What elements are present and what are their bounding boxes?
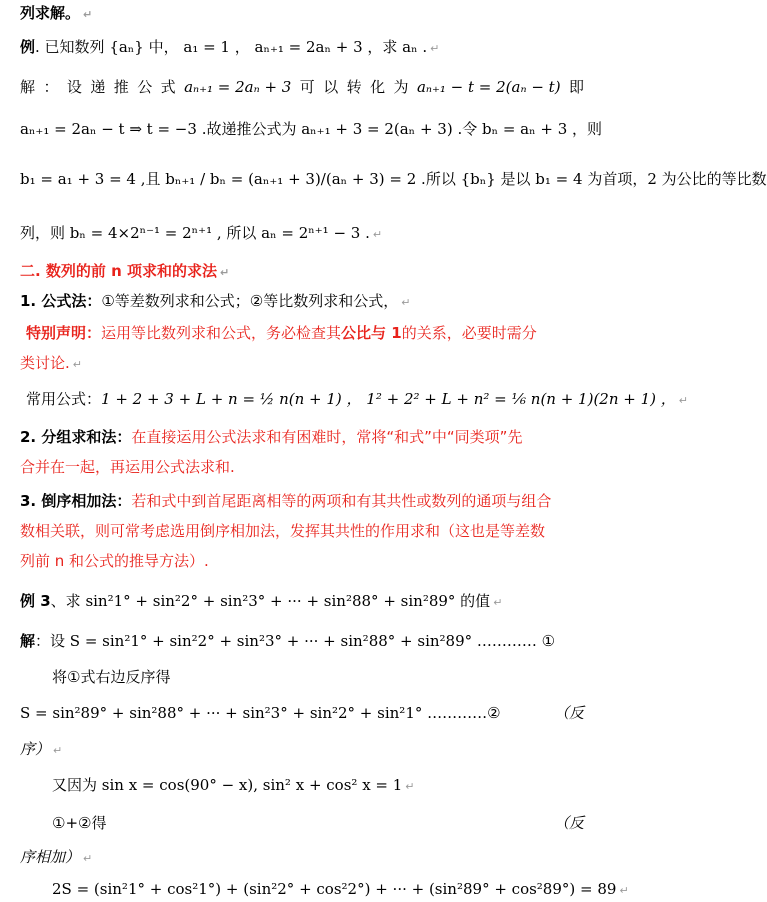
method-1: [20, 290, 584, 314]
solution-line-1: [20, 76, 584, 98]
solution-3-note: （反: [553, 704, 584, 722]
solution-3-text-5: 又因为 sin x = cos(90° − x), sin² x + cos² x = 1: [52, 776, 403, 794]
line-continuation: [20, 2, 584, 26]
special-note-emphasis: 公比与 1: [341, 324, 402, 342]
sol-token: 公: [137, 78, 153, 96]
method-1-text: ①等差数列求和公式；②等比数列求和公式，: [101, 292, 399, 310]
sol-text: 列，则 bₙ = 4×2ⁿ⁻¹ = 2ⁿ⁺¹ , 所以 aₙ = 2ⁿ⁺¹ − 3 .: [20, 224, 370, 242]
solution-3-line-3: [20, 702, 584, 724]
solution-3-line-2: [52, 666, 584, 688]
sol-token: 即: [568, 78, 584, 96]
method-3-label: 3. 倒序相加法：: [20, 492, 132, 510]
special-note: [26, 322, 584, 344]
solution-3-note-2-cont: 序相加）: [20, 848, 81, 866]
solution-3-note-cont: 序）: [20, 740, 51, 758]
sol-formula: aₙ₊₁ − t = 2(aₙ − t): [416, 78, 561, 96]
paragraph-mark-icon: ↵: [619, 884, 629, 897]
section-heading: [20, 260, 584, 284]
solution-3-text-6: ①+②得: [52, 814, 107, 832]
method-2: [20, 426, 584, 448]
sol-formula: aₙ₊₁ = 2aₙ + 3: [184, 78, 292, 96]
sol-token: 化: [370, 78, 386, 96]
special-note-text: 运用等比数列求和公式，务必检查其: [101, 324, 342, 342]
paragraph-mark-icon: ↵: [220, 266, 230, 279]
paragraph-mark-icon: ↵: [372, 228, 383, 241]
sol-token: 可: [299, 78, 315, 96]
special-note-text-2: 的关系，必要时需分: [401, 324, 537, 342]
example-text: . 已知数列 {aₙ} 中， a₁ = 1 ， aₙ₊₁ = 2aₙ + 3 ，求 aₙ .: [35, 38, 428, 56]
sol-token: 推: [113, 78, 129, 96]
example-1-statement: [20, 36, 584, 60]
paragraph-mark-icon: ↵: [678, 394, 688, 407]
sol-token: 则: [587, 120, 603, 138]
solution-3-line-5: [52, 774, 584, 798]
method-2-label: 2. 分组求和法：: [20, 428, 132, 446]
common-formulas: [26, 388, 688, 412]
paragraph-mark-icon: ↵: [83, 852, 93, 865]
common-formulas-math: 1 + 2 + 3 + L + n = ½ n(n + 1) ， 1² + 2² + L + n² = ⅙ n(n + 1)(2n + 1) ，: [101, 390, 676, 408]
solution-3-text-3: S = sin²89° + sin²88° + ··· + sin²3° + sin²2° + sin²1° …………②: [20, 704, 501, 722]
method-3: [20, 490, 584, 512]
solution-3-text: ：设 S = sin²1° + sin²2° + sin²3° + ··· + sin²88° + sin²89° ………… ①: [35, 632, 556, 650]
method-2-cont: [20, 456, 584, 478]
solution-line-2: [20, 118, 603, 140]
method-3-cont-text: 数相关联，则可常考虑选用倒序相加法，发挥其共性的作用求和（这也是等差数: [20, 522, 546, 540]
paragraph-mark-icon: ↵: [83, 8, 93, 21]
section-heading-text: 二. 数列的前 n 项求和的求法: [20, 262, 218, 280]
sol-token: 解: [20, 78, 36, 96]
example-3-statement: [20, 590, 584, 614]
method-3-text: 若和式中到首尾距离相等的两项和有其共性或数列的通项与组合: [131, 492, 552, 510]
solution-3-line-4: [20, 738, 584, 762]
solution-3-note-2: （反: [553, 814, 584, 832]
paragraph-mark-icon: ↵: [493, 596, 503, 609]
example-3-text: 、求 sin²1° + sin²2° + sin²3° + ··· + sin²88° + sin²89° 的值: [50, 592, 491, 610]
method-3-cont: [20, 520, 584, 542]
solution-line-3: [20, 168, 767, 190]
solution-3-text-2: 将①式右边反序得: [52, 668, 171, 686]
solution-line-4: [20, 222, 584, 246]
sol-token: 转: [346, 78, 362, 96]
sol-token: 以: [323, 78, 339, 96]
sol-text: aₙ₊₁ = 2aₙ − t ⇒ t = −3 .故递推公式为 aₙ₊₁ + 3 = 2(aₙ + 3) .令 bₙ = aₙ + 3 ，: [20, 120, 588, 138]
method-3-cont-2: [20, 550, 584, 572]
solution-3-line-7: [20, 846, 584, 870]
method-1-label: 1. 公式法：: [20, 292, 102, 310]
method-2-cont-text: 合并在一起，再运用公式法求和.: [20, 458, 235, 476]
special-note-cont: [20, 352, 584, 376]
method-3-cont-2-text: 列前 n 和公式的推导方法）.: [20, 552, 209, 570]
paragraph-mark-icon: ↵: [72, 358, 82, 371]
solution-3-line-8: [52, 878, 629, 902]
solution-3-line-6: [52, 812, 584, 834]
sol-token: 设: [66, 78, 82, 96]
method-2-text: 在直接运用公式法求和有困难时，常将“和式”中“同类项”先: [131, 428, 523, 446]
paragraph-mark-icon: ↵: [53, 744, 63, 757]
example-label: 例: [20, 38, 36, 56]
sol-token: 为: [393, 78, 409, 96]
paragraph-mark-icon: ↵: [401, 296, 411, 309]
sol-token: 数: [751, 170, 767, 188]
text-continuation: 列求解。: [20, 4, 81, 22]
common-formulas-label: 常用公式：: [26, 390, 102, 408]
sol-token: 递: [90, 78, 106, 96]
special-note-label: 特别声明：: [26, 324, 102, 342]
paragraph-mark-icon: ↵: [405, 780, 415, 793]
sol-token: ：: [43, 78, 59, 96]
special-note-cont-text: 类讨论.: [20, 354, 70, 372]
example-3-label: 例 3: [20, 592, 51, 610]
solution-label: 解: [20, 632, 36, 650]
solution-3-text-8: 2S = (sin²1° + cos²1°) + (sin²2° + cos²2°) + ··· + (sin²89° + cos²89°) = 89: [52, 880, 617, 898]
sol-text: b₁ = a₁ + 3 = 4 ,且 bₙ₊₁ / bₙ = (aₙ₊₁ + 3)/(aₙ + 3) = 2 .所以 {bₙ} 是以 b₁ = 4 为首项，2 为公比的等比: [20, 170, 752, 188]
paragraph-mark-icon: ↵: [430, 42, 440, 55]
sol-token: 式: [160, 78, 176, 96]
solution-3-line-1: [20, 630, 584, 652]
